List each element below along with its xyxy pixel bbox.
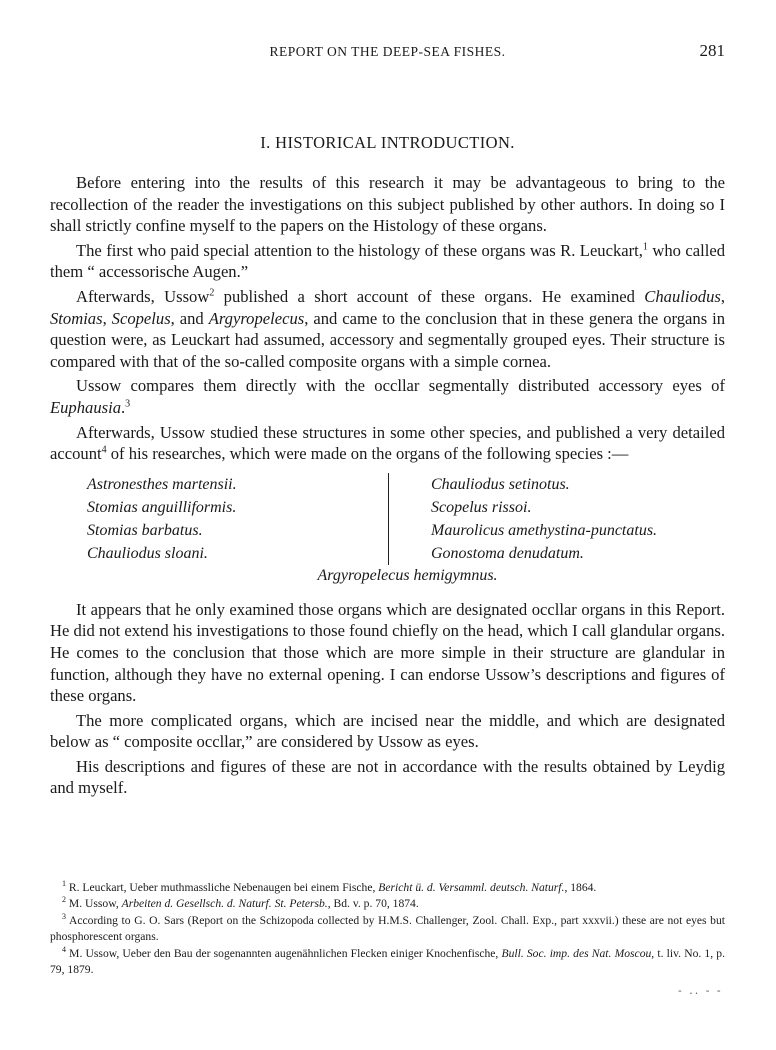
paragraph-2 (50, 240, 725, 283)
footnote-mark: 3 (62, 911, 66, 921)
footnotes (50, 880, 725, 978)
text-run: , and (170, 308, 209, 328)
text-run: Afterwards, Ussow studied these structures in some other species, and published a very detailed account (50, 422, 725, 464)
footnote-ref-2[interactable]: 2 (209, 287, 215, 299)
species-item: Stomias anguilliformis. (87, 498, 237, 516)
text-run: , 1864. (564, 881, 597, 894)
genus-name: Euphausia (50, 397, 121, 417)
text-run: , (102, 308, 112, 328)
paragraph-7: The more complicated organs, which are incised near the middle, and which are designated below as “ composite occllar,” are considered by Ussow as eyes. (50, 710, 725, 752)
footnote-mark: 1 (62, 879, 66, 889)
text-run: published a short account of these organs. He examined (214, 286, 645, 306)
footnote-mark: 4 (62, 944, 66, 954)
text-run: Afterwards, Ussow (76, 286, 210, 306)
text-run: who called them “ accessorische Augen.” (50, 240, 725, 282)
page-number: 281 (699, 41, 725, 60)
paragraph-6: It appears that he only examined those organs which are designated occllar organs in this Report. He did not extend his investigations to those found chiefly on the head, which I call glandular organs. He comes to the conclusion that those which are more simple in their structure are glandular in function, although they have no external opening. I can endorse Ussow’s descriptions and figures of these organs. (50, 599, 725, 706)
footnote-2 (50, 896, 725, 912)
species-item: Gonostoma denudatum. (431, 544, 584, 562)
text-run: , and came to the conclusion that in these genera the organs in question were, as Leuckart had assumed, accessory and segmentally grouped eyes. Their structure is compared with that of the so-called composite organs with a simple cornea. (50, 308, 726, 371)
text-run: M. Ussow, (68, 897, 122, 911)
species-item: Maurolicus amethystina-punctatus. (431, 521, 658, 539)
paragraph-1: Before entering into the results of this research it may be advantageous to bring to the recollection of the reader the investigations on this subject published by other authors. In doing so I shall strictly confine myself to the papers on the Histology of these organs. (50, 173, 725, 236)
footnote-4 (50, 946, 725, 979)
footnote-1 (50, 880, 725, 896)
species-item: Scopelus rissoi. (431, 498, 532, 516)
printer-mark: - .. - - (678, 984, 723, 997)
species-item-center: Argyropelecus hemigymnus. (317, 566, 498, 584)
running-head (50, 41, 725, 68)
species-column-left (50, 473, 388, 565)
species-item: Stomias barbatus. (87, 521, 203, 539)
footnote-3 (50, 913, 725, 946)
footnote-ref-3[interactable]: 3 (125, 398, 131, 410)
journal-title: Bull. Soc. imp. des Nat. Moscou (501, 946, 652, 960)
paragraph-4 (50, 375, 725, 418)
genus-name: Scopelus (111, 308, 171, 328)
journal-title: Arbeiten d. Gesellsch. d. Naturf. St. Petersb. (121, 897, 328, 911)
footnote-ref-1[interactable]: 1 (642, 241, 648, 253)
section-title: I. HISTORICAL INTRODUCTION. (260, 133, 515, 152)
body-text (50, 172, 725, 802)
species-column-right (388, 473, 657, 565)
genus-name: Argyropelecus (208, 308, 305, 328)
species-item: Chauliodus setinotus. (431, 475, 570, 493)
text-run: of his researches, which were made on the organs of the following species :— (106, 444, 629, 464)
text-run: According to G. O. Sars (Report on the Schizopoda collected by H.M.S. Challenger, Zool. Chall. Exp., part xxxvii.) these are not eyes but phosphorescent organs. (50, 913, 726, 944)
species-list (50, 473, 725, 565)
text-run: M. Ussow, Ueber den Bau der sogenannten augenähnlichen Flecken einiger Knochenfische, (69, 946, 502, 960)
footnote-mark: 2 (62, 895, 66, 905)
running-title: REPORT ON THE DEEP-SEA FISHES. (269, 44, 506, 59)
species-item: Astronesthes martensii. (87, 475, 237, 493)
journal-title: Bericht ü. d. Versamml. deutsch. Naturf. (378, 881, 565, 894)
paragraph-8: His descriptions and figures of these are not in accordance with the results obtained by Leydig and myself. (50, 756, 725, 798)
paragraph-5 (50, 422, 725, 465)
paragraph-3 (50, 286, 725, 372)
text-run: R. Leuckart, Ueber muthmassliche Nebenaugen bei einem Fische, (68, 881, 379, 894)
text-run: , (720, 286, 725, 306)
text-run: , t. liv. No. 1, p. 79, 1879. (50, 946, 725, 977)
text-run: , Bd. v. p. 70, 1874. (327, 897, 419, 911)
genus-name: Stomias (50, 308, 103, 328)
footnote-ref-4[interactable]: 4 (101, 444, 107, 456)
text-run: . (121, 397, 126, 417)
text-run: The first who paid special attention to the histology of these organs was R. Leuckart, (76, 240, 643, 260)
text-run: Ussow compares them directly with the occllar segmentally distributed accessory eyes of (76, 376, 725, 396)
species-item: Chauliodus sloani. (87, 544, 208, 562)
genus-name: Chauliodus (644, 286, 721, 306)
